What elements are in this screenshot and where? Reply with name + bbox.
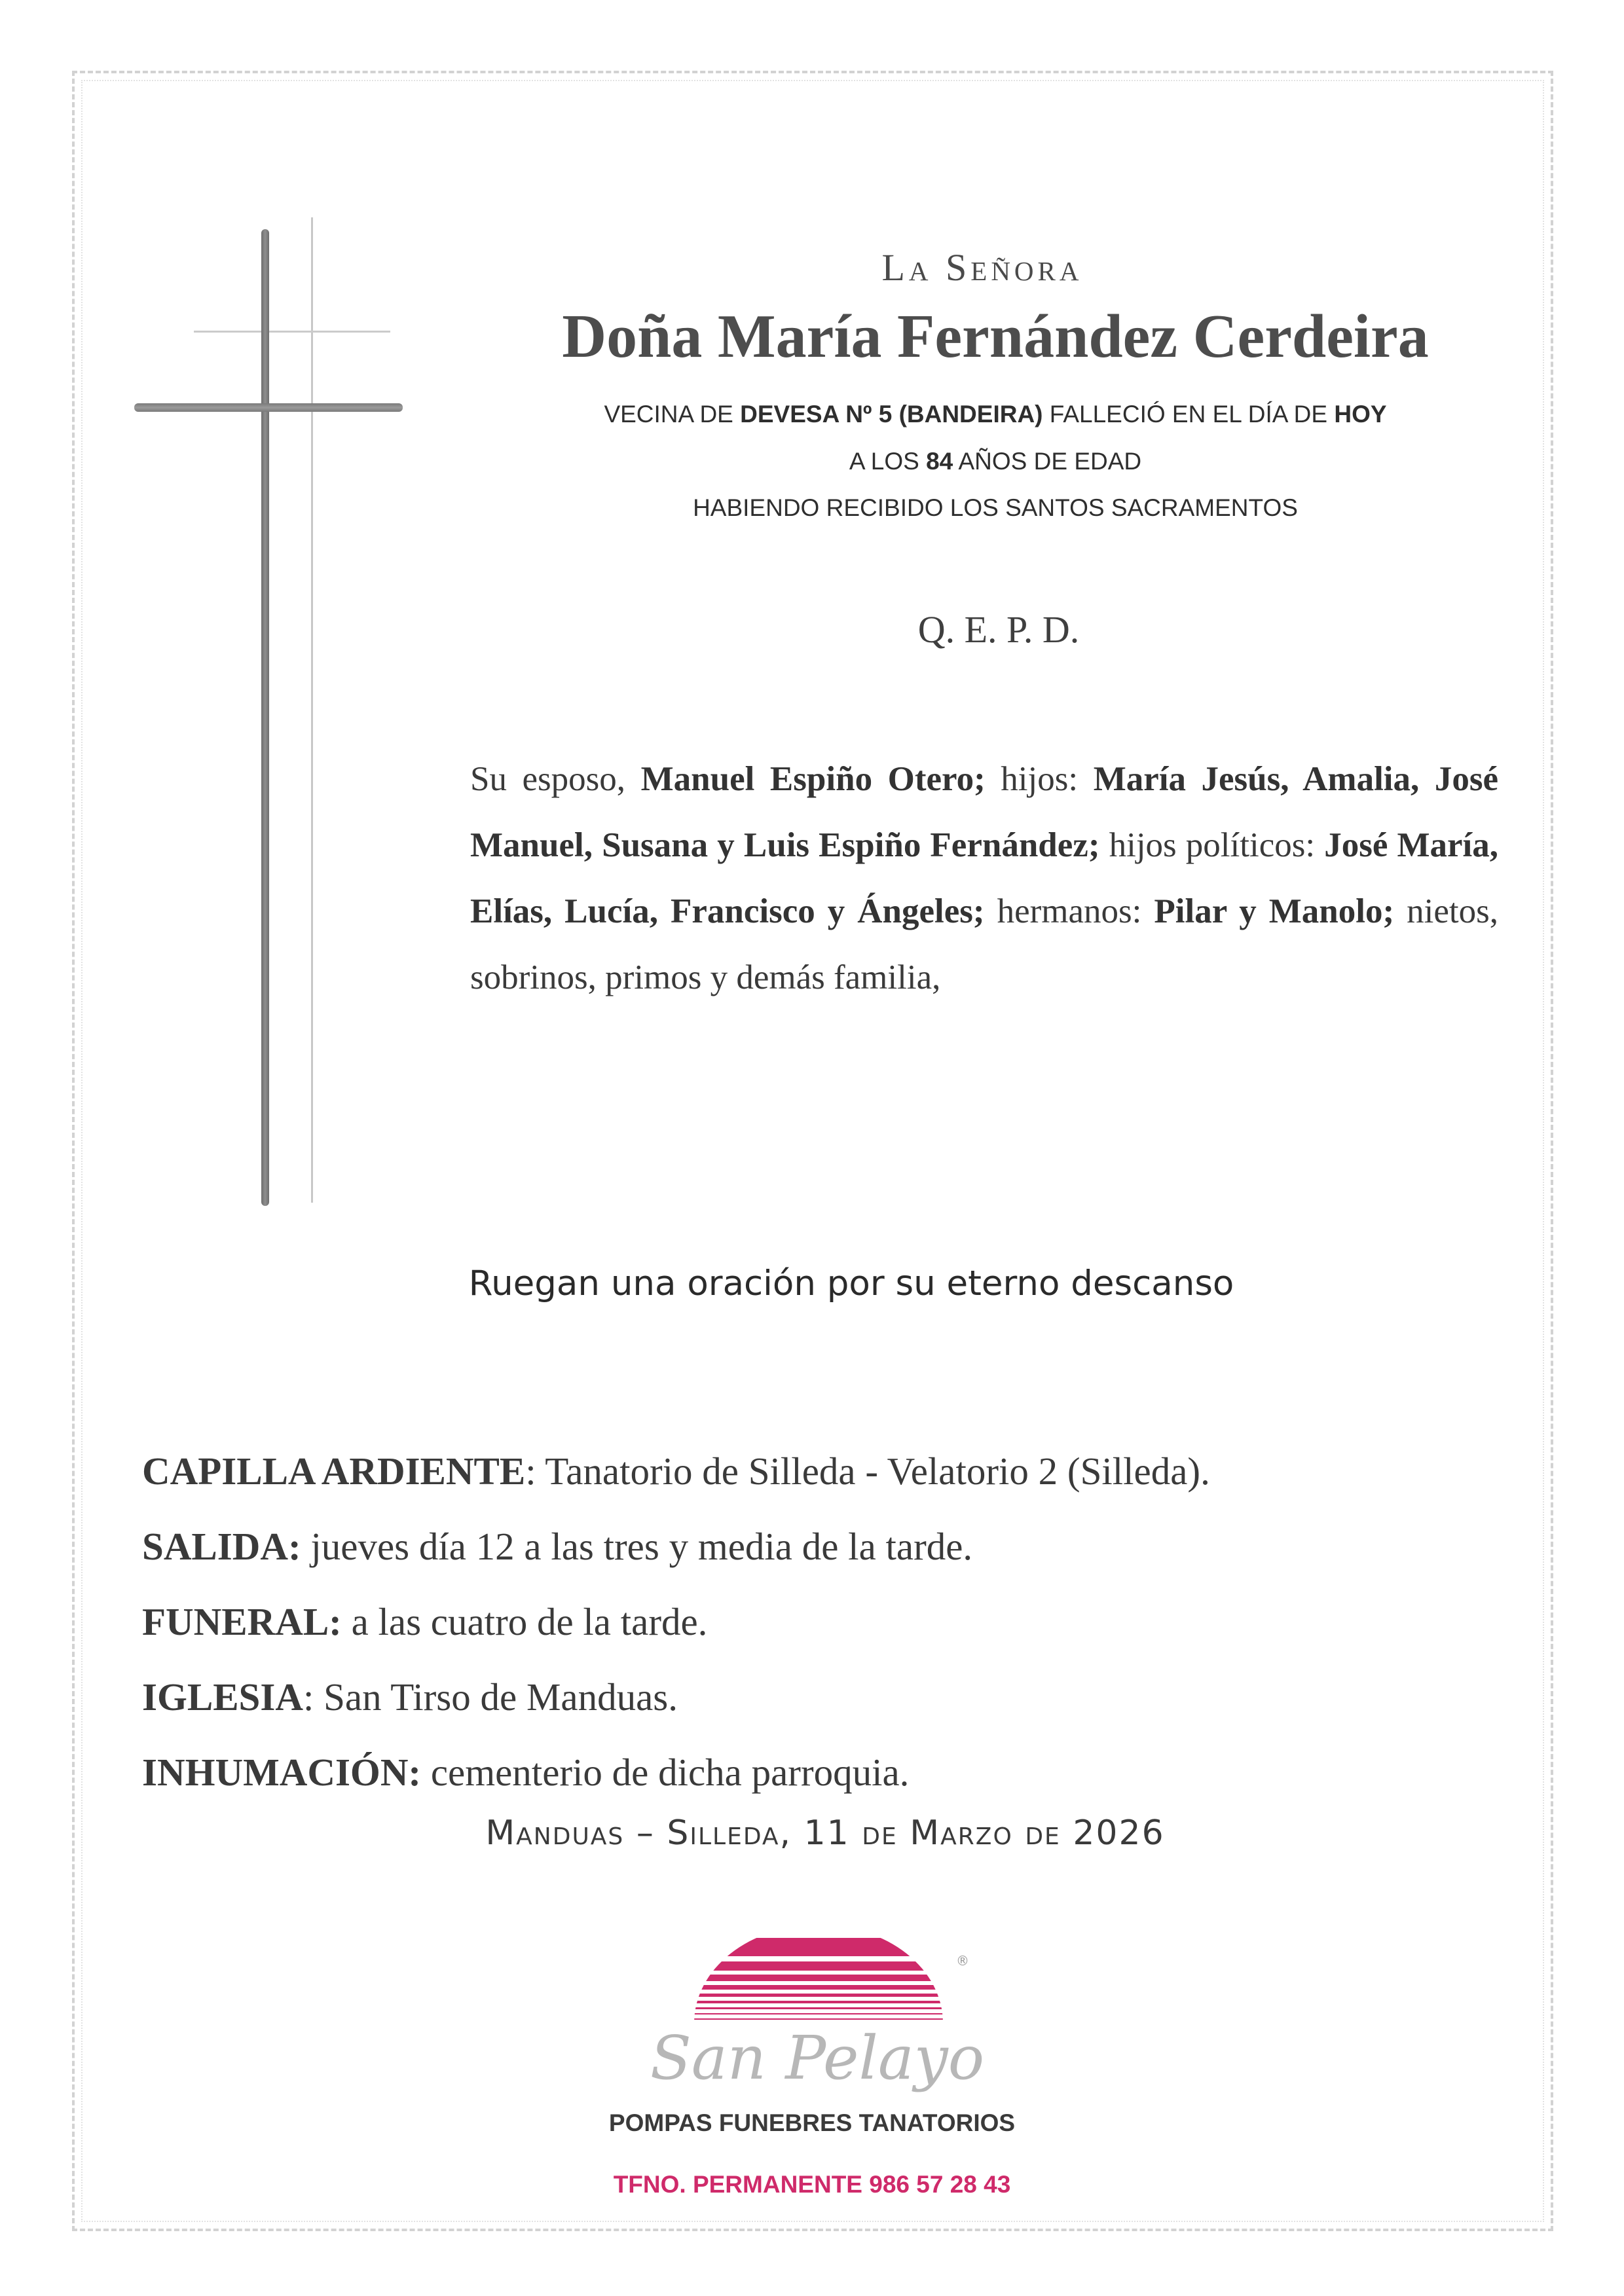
detail-funeral: FUNERAL: a las cuatro de la tarde. bbox=[142, 1600, 708, 1643]
place-date: Manduas – Silleda, 11 de Marzo de 2026 bbox=[485, 1813, 1165, 1853]
deceased-name: Doña María Fernández Cerdeira bbox=[562, 302, 1429, 371]
detail-church: IGLESIA: San Tirso de Manduas. bbox=[142, 1675, 678, 1719]
family-paragraph: Su esposo, Manuel Espiño Otero; hijos: María Jesús, Amalia, José Manuel, Susana y Luis Espiño Fernández; hijos políticos: José María, Elías, Lucía, Francisco y Ángeles; hermanos: Pilar y Manolo; nietos, sobrinos, primos y demás familia, bbox=[470, 760, 1499, 996]
sacraments-line: HABIENDO RECIBIDO LOS SANTOS SACRAMENTOS bbox=[693, 494, 1298, 521]
prayer-request: Ruegan una oración por su eterno descanso bbox=[468, 1264, 1234, 1303]
qepd: Q. E. P. D. bbox=[917, 608, 1080, 651]
residence-line: VECINA DE DEVESA Nº 5 (BANDEIRA) FALLECIÓ EN EL DÍA DE HOY bbox=[604, 401, 1387, 428]
detail-departure: SALIDA: jueves día 12 a las tres y media de la tarde. bbox=[142, 1525, 973, 1568]
detail-burial: INHUMACIÓN: cementerio de dicha parroquia. bbox=[142, 1751, 910, 1794]
service-details bbox=[142, 1434, 1517, 1810]
company-name: POMPAS FUNEBRES TANATORIOS bbox=[608, 2109, 1016, 2136]
svg-text:®: ® bbox=[956, 1953, 969, 1969]
honorific: La Señora bbox=[881, 246, 1083, 289]
san-pelayo-logo bbox=[648, 1925, 989, 2128]
logo-text: San Pelayo bbox=[650, 2023, 985, 2093]
phone-number: TFNO. PERMANENTE 986 57 28 43 bbox=[613, 2171, 1011, 2198]
age-line: A LOS 84 AÑOS DE EDAD bbox=[849, 448, 1142, 475]
detail-chapel: CAPILLA ARDIENTE: Tanatorio de Silleda - Velatorio 2 (Silleda). bbox=[142, 1449, 1210, 1493]
